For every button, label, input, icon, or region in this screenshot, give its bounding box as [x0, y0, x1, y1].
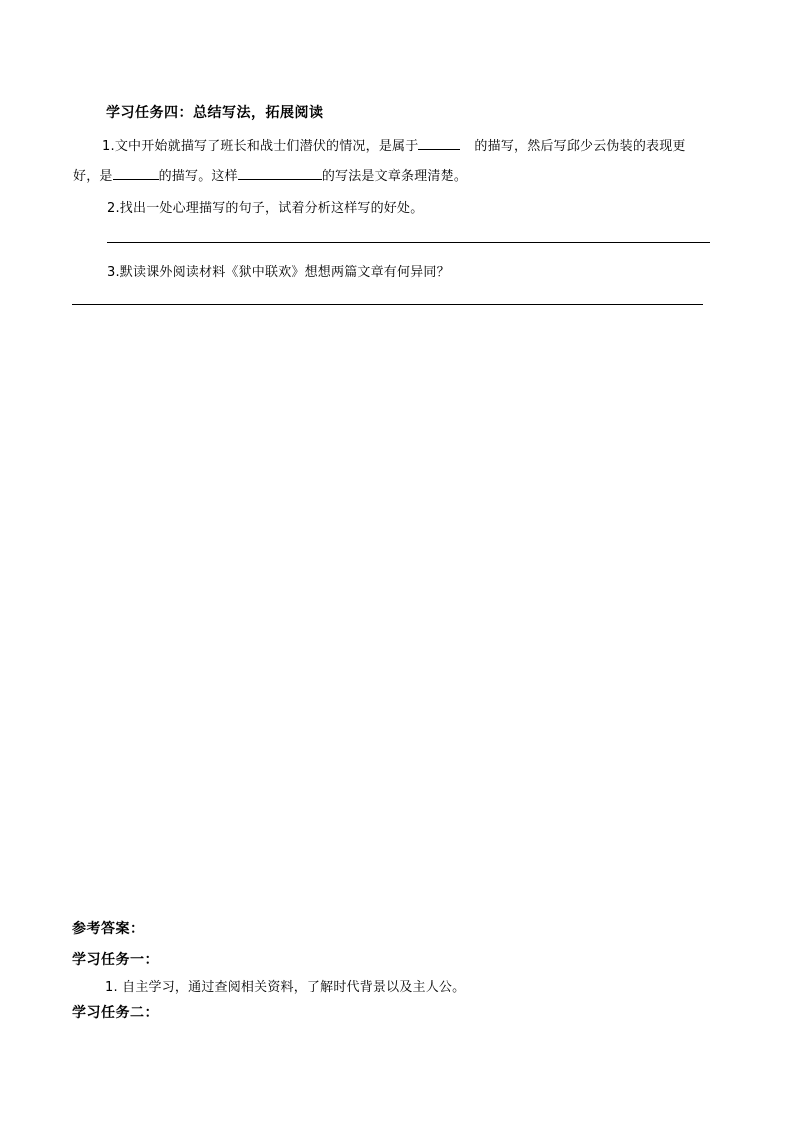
answer-blank-1[interactable] — [418, 137, 460, 150]
answer-line-q2[interactable] — [107, 242, 710, 243]
answer-blank-2[interactable] — [113, 167, 159, 180]
answers-task2-title: 学习任务二： — [72, 1005, 159, 1021]
question-3: 3.默读课外阅读材料《狱中联欢》想想两篇文章有何异同？ — [107, 265, 450, 280]
answers-task1-title: 学习任务一： — [72, 952, 159, 968]
question-1-text-e: 的写法是文章条理清楚。 — [321, 169, 468, 184]
question-1-line-2 — [73, 165, 467, 184]
question-1-text-a: 文中开始就描写了班长和战士们潜伏的情况，是属于 — [114, 139, 419, 154]
question-1-line-1 — [102, 135, 686, 154]
question-1-text-c: 好，是 — [73, 169, 113, 184]
answer-line-q3[interactable] — [72, 304, 703, 305]
answer-blank-3[interactable] — [238, 167, 322, 180]
question-2: 2.找出一处心理描写的句子，试着分析这样写的好处。 — [107, 201, 424, 216]
task4-title: 学习任务四：总结写法，拓展阅读 — [106, 105, 324, 121]
question-1-text-d: 的描写。这样 — [158, 169, 238, 184]
answers-title: 参考答案： — [72, 921, 145, 937]
answers-task1-item1: 1. 自主学习，通过查阅相关资料，了解时代背景以及主人公。 — [105, 980, 466, 995]
question-1-text-b: 的描写，然后写邱少云伪装的表现更 — [474, 139, 686, 154]
question-1-number: 1. — [102, 139, 115, 154]
